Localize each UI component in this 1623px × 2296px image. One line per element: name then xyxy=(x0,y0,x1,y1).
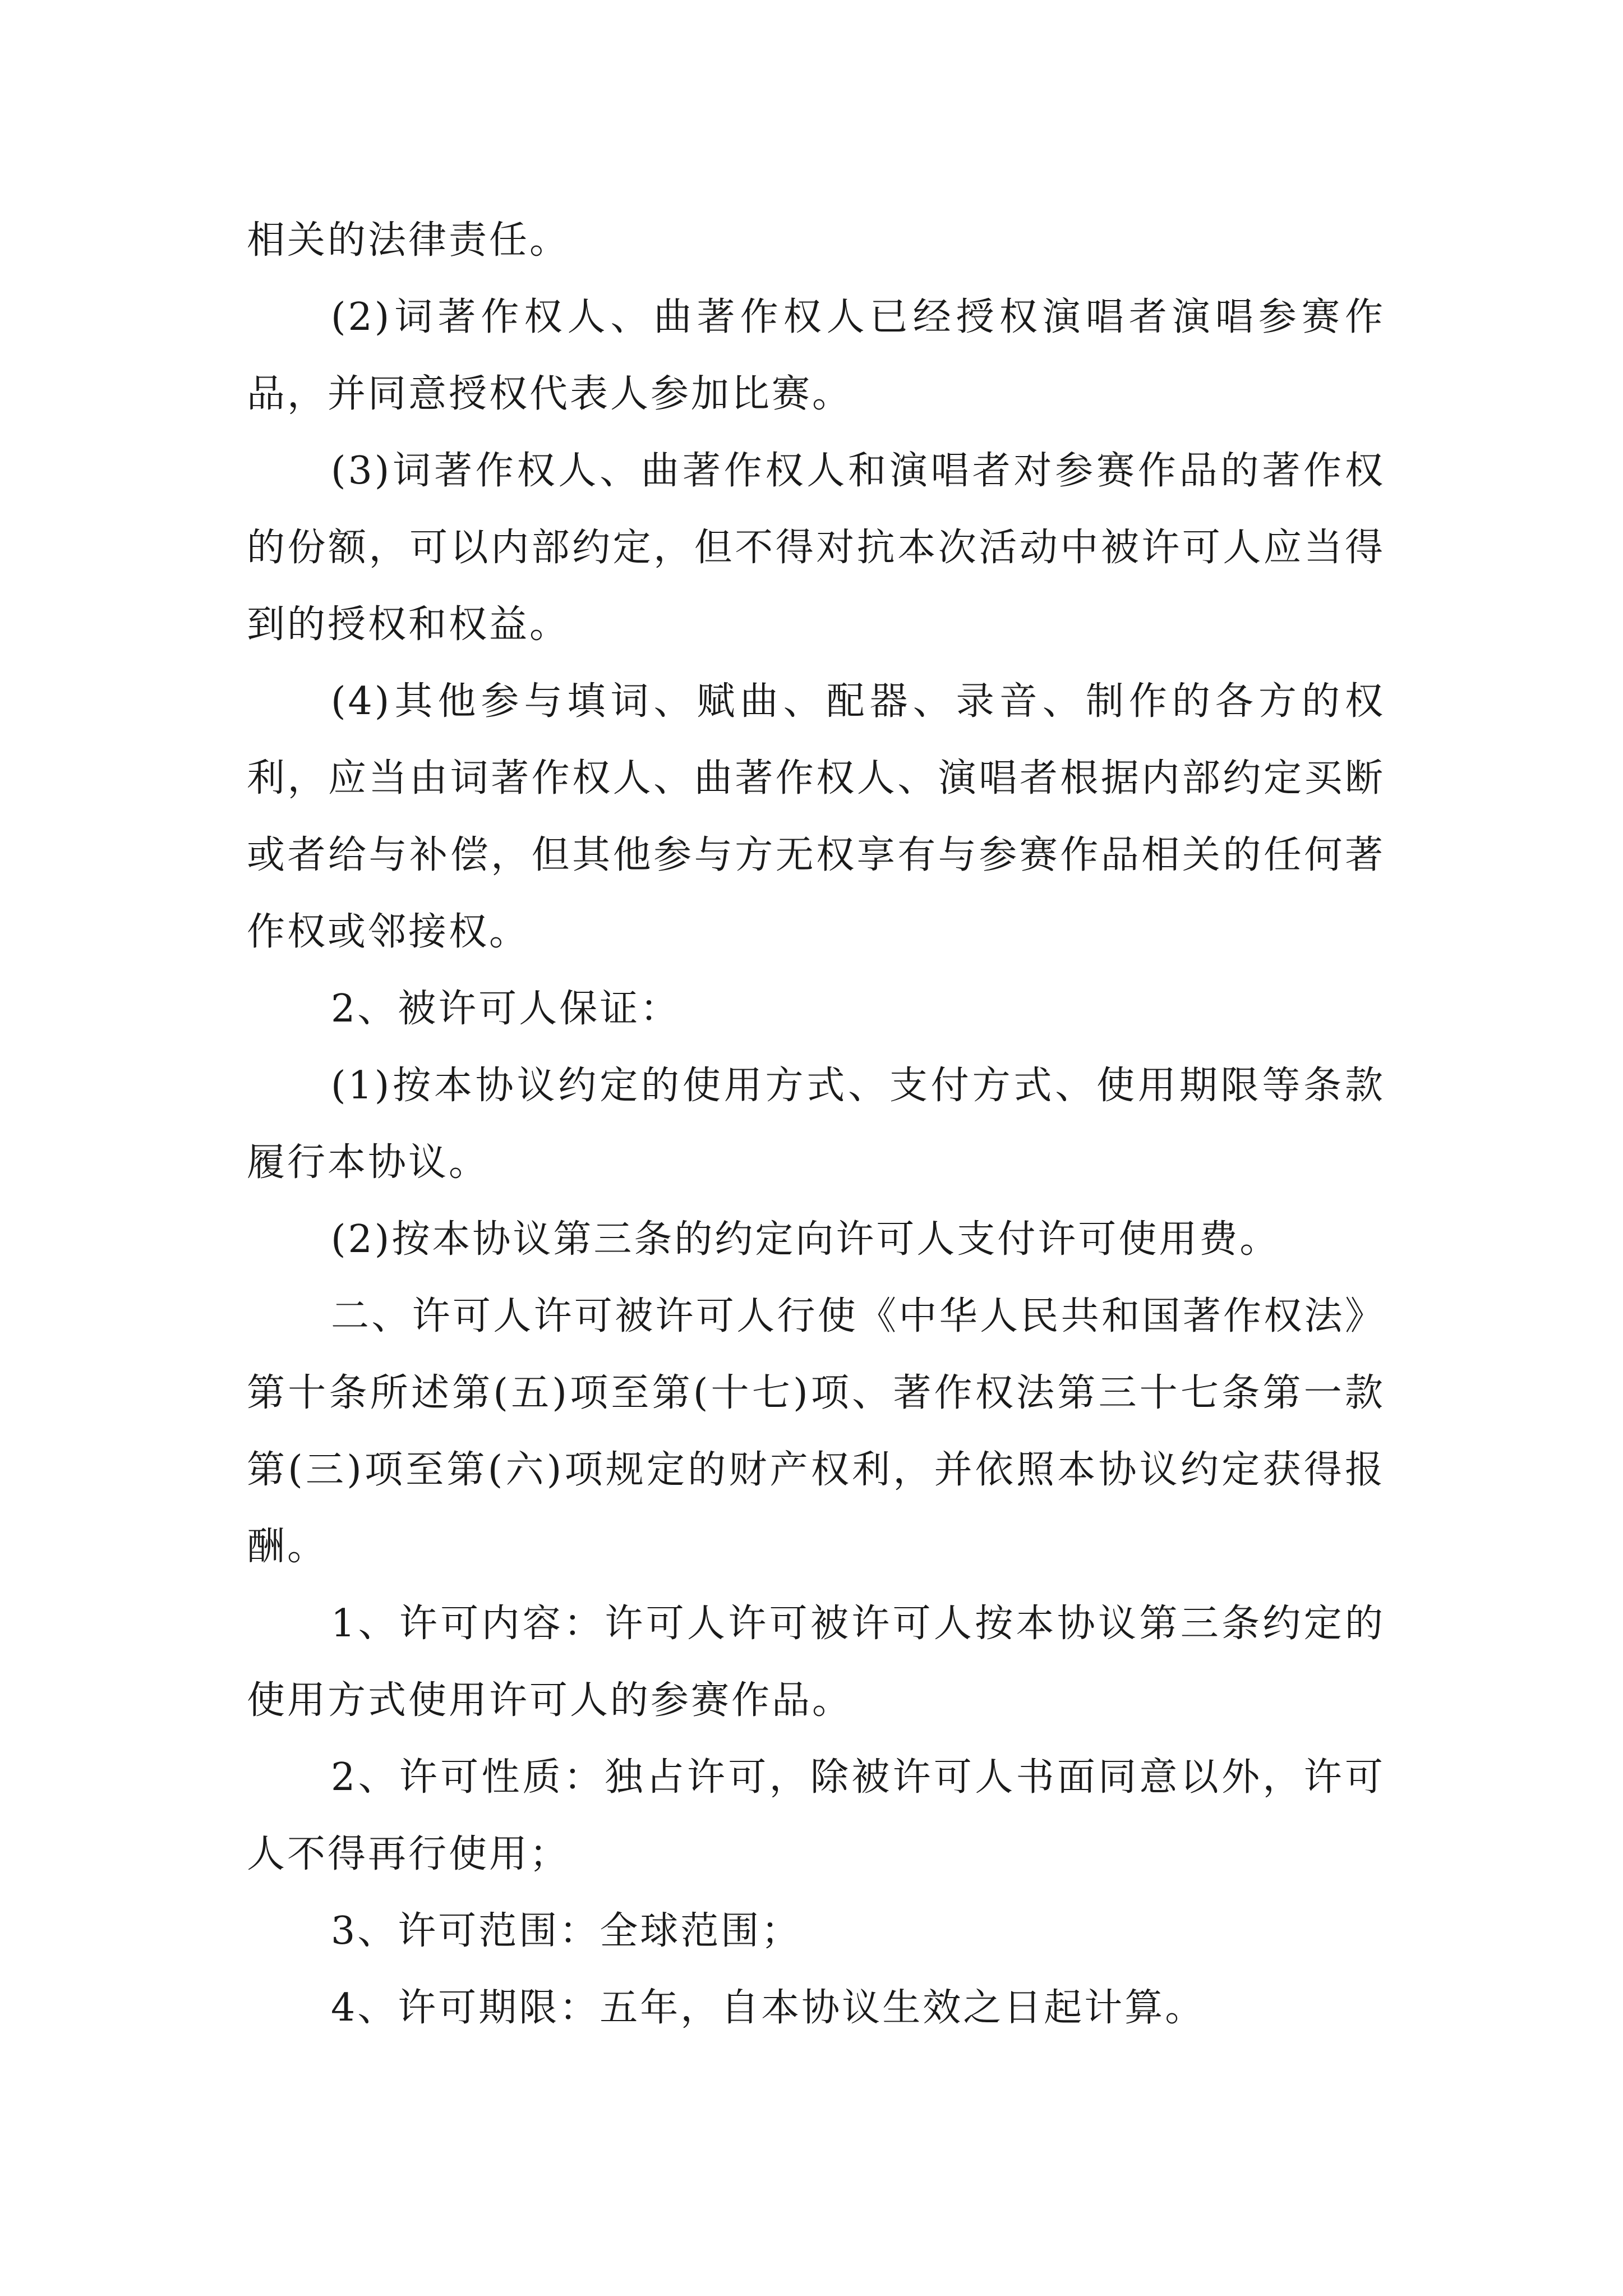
paragraph-licensee-guarantee-heading: 2、被许可人保证： xyxy=(331,987,681,1031)
paragraph-license-content: 1、许可内容：许可人许可被许可人按本协议第三条约定的使用方式使用许可人的参赛作品。 xyxy=(247,1602,1385,1723)
paragraph-clause-1-2: (2)词著作权人、曲著作权人已经授权演唱者演唱参赛作品，并同意授权代表人参加比赛。 xyxy=(247,295,1385,416)
paragraph-continuation: 相关的法律责任。 xyxy=(247,218,570,263)
paragraph-section-2: 二、许可人许可被许可人行使《中华人民共和国著作权法》第十条所述第(五)项至第(十七)项、著作权法第三十七条第一款第(三)项至第(六)项规定的财产权利，并依照本协议约定获得报酬。 xyxy=(247,1294,1385,1569)
paragraph-license-scope: 3、许可范围：全球范围； xyxy=(331,1909,802,1953)
document-body xyxy=(247,202,1385,2046)
paragraph-clause-2-1: (1)按本协议约定的使用方式、支付方式、使用期限等条款履行本协议。 xyxy=(247,1064,1385,1185)
paragraph-clause-2-2: (2)按本协议第三条的约定向许可人支付许可使用费。 xyxy=(331,1217,1280,1262)
paragraph-license-term: 4、许可期限：五年，自本协议生效之日起计算。 xyxy=(331,1986,1206,2030)
paragraph-clause-1-4: (4)其他参与填词、赋曲、配器、录音、制作的各方的权利，应当由词著作权人、曲著作权人、演唱者根据内部约定买断或者给与补偿，但其他参与方无权享有与参赛作品相关的任何著作权或邻接权。 xyxy=(247,679,1385,954)
paragraph-license-nature: 2、许可性质：独占许可，除被许可人书面同意以外，许可人不得再行使用； xyxy=(247,1755,1385,1876)
paragraph-clause-1-3: (3)词著作权人、曲著作权人和演唱者对参赛作品的著作权的份额，可以内部约定，但不得对抗本次活动中被许可人应当得到的授权和权益。 xyxy=(247,449,1385,647)
